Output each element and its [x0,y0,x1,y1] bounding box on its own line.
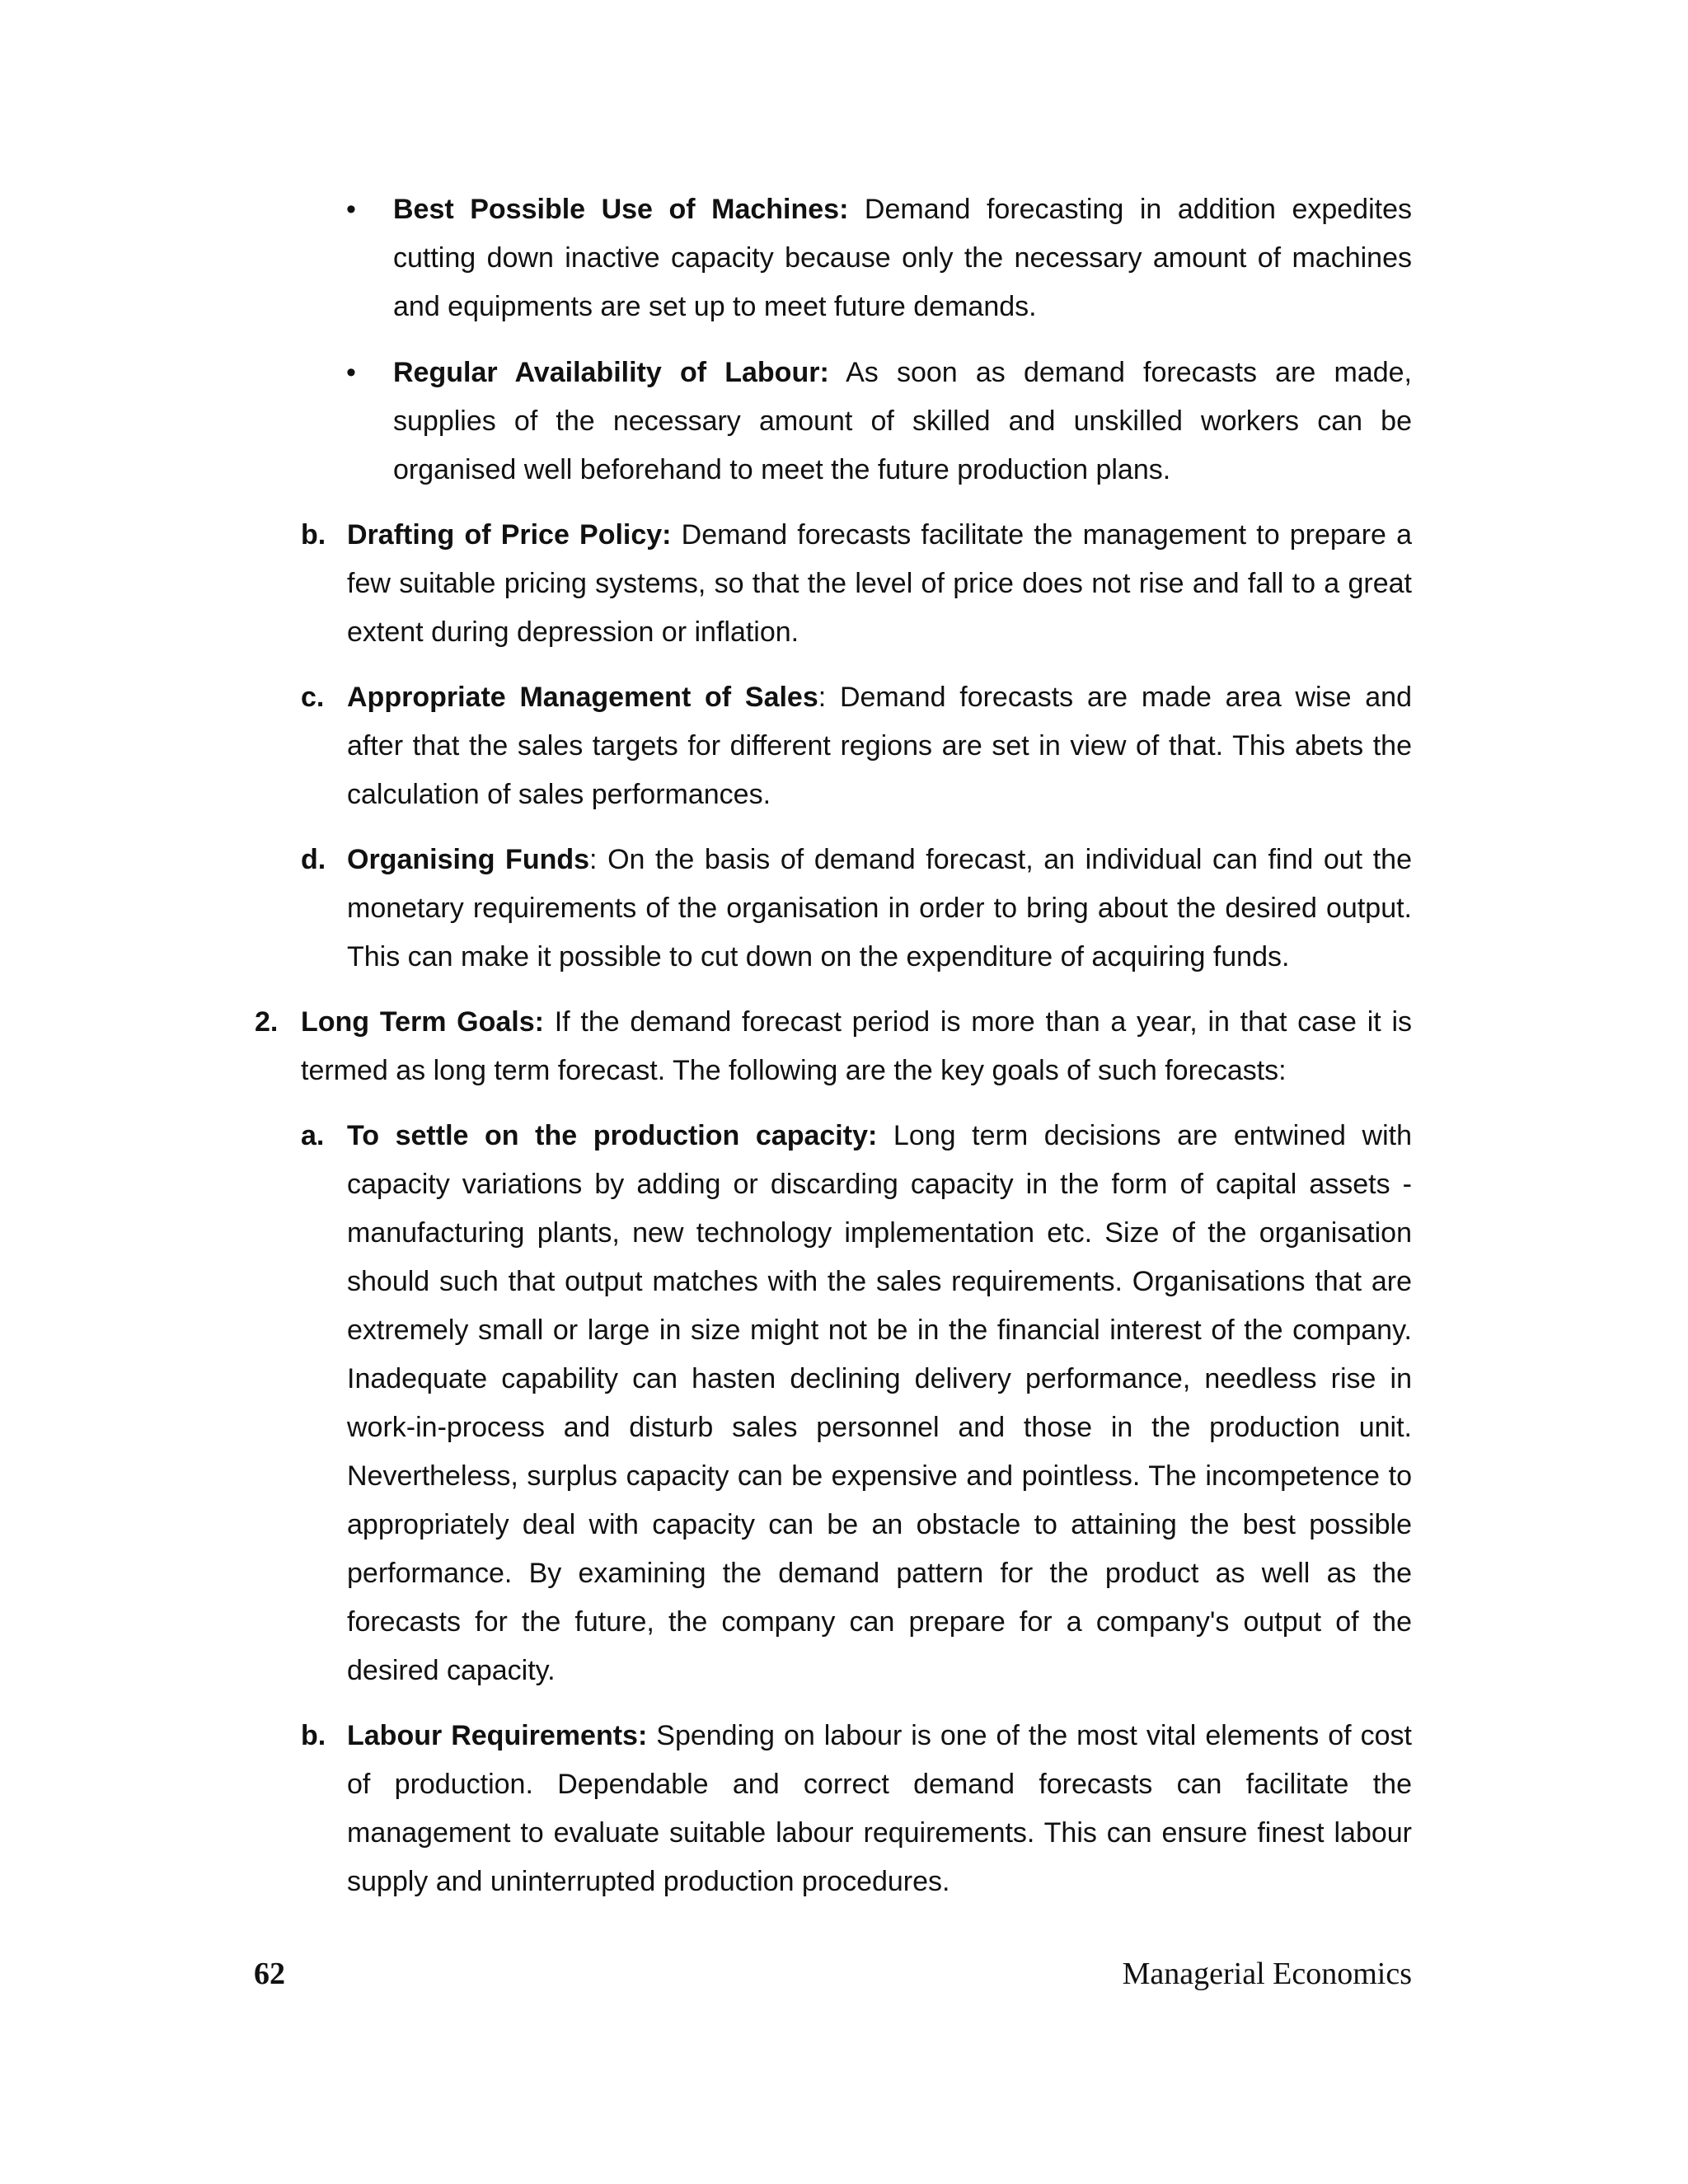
bullet-marker: • [346,357,356,388]
item-marker: b. [301,519,326,551]
item-heading: Drafting of Price Policy: [347,519,672,551]
section-marker: 2. [255,1006,279,1038]
item-marker: c. [301,682,325,713]
item-price-policy [347,511,1412,657]
bullet-text: Demand forecasting in addition expedites cutting down inactive capacity because only the necessary amount of machines and equipments are set up to meet future demands. [393,194,1412,322]
item-organising-funds [347,836,1412,982]
item-heading: To settle on the production capacity: [347,1120,878,1151]
bullet-marker: • [346,194,356,225]
item-heading: Organising Funds [347,844,590,875]
item-heading: Labour Requirements: [347,1720,648,1751]
bullet-heading: Regular Availability of Labour: [393,357,829,388]
item-marker: a. [301,1120,325,1151]
section-long-term-goals [301,998,1412,1095]
bullet-heading: Best Possible Use of Machines: [393,194,849,225]
item-text: Demand forecasts facilitate the management to prepare a few suitable pricing systems, so that the level of price does not rise and fall to a great extent during depression or inflation. [347,519,1412,648]
section-heading: Long Term Goals: [301,1006,544,1038]
bullet-text: As soon as demand forecasts are made, supplies of the necessary amount of skilled and unskilled workers can be organised well beforehand to meet the future production plans. [393,357,1412,485]
bullet-item-machines [393,185,1412,331]
item-labour-requirements [347,1712,1412,1906]
section-text: If the demand forecast period is more than a year, in that case it is termed as long term forecast. The following are the key goals of such forecasts: [301,1006,1412,1086]
page-number: 62 [254,1957,285,1991]
item-text: Spending on labour is one of the most vital elements of cost of production. Dependable and correct demand forecasts can facilitate the management to evaluate suitable labour requirements. This can ensure finest labour supply and uninterrupted production procedures. [347,1720,1412,1897]
item-marker: b. [301,1720,326,1751]
book-title: Managerial Economics [1122,1957,1412,1991]
item-heading: Appropriate Management of Sales [347,682,818,713]
item-sales-management [347,673,1412,819]
item-marker: d. [301,844,326,875]
bullet-item-labour [393,349,1412,494]
item-text: : On the basis of demand forecast, an individual can find out the monetary requirements of the organisation in order to bring about the desired output. This can make it possible to cut down on the expenditure of acquiring funds. [347,844,1412,972]
item-text: : Demand forecasts are made area wise and after that the sales targets for different regions are set in view of that. This abets the calculation of sales performances. [347,682,1413,810]
item-text: Long term decisions are entwined with capacity variations by adding or discarding capacity in the form of capital assets - manufacturing plants, new technology implementation etc. Size of the organisation should such that output matches with the sales requirements. Organisations that are extremely small or large in size might not be in the financial interest of the company. Inadequate capability can hasten declining delivery performance, needless rise in work-in-process and disturb sales personnel and those in the production unit. Nevertheless, surplus capacity can be expensive and pointless. The incompetence to appropriately deal with capacity can be an obstacle to attaining the best possible performance. By examining the demand pattern for the product as well as the forecasts for the future, the company can prepare for a company's output of the desired capacity. [347,1120,1413,1686]
item-production-capacity [347,1112,1412,1695]
